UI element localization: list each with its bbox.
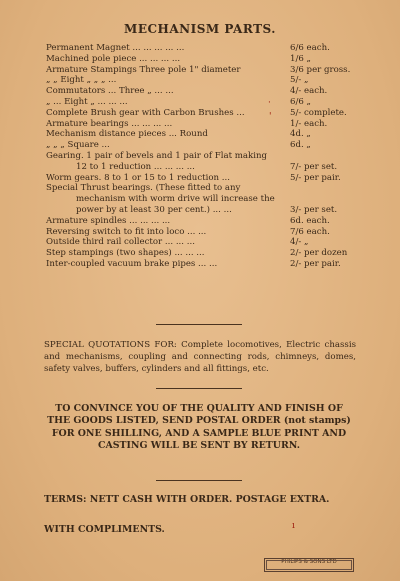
stamp-label: PHILIPS & SONS LTD [281,559,337,565]
convince-paragraph: TO CONVINCE YOU OF THE QUALITY AND FINISH OF THE GOODS LISTED, SEND POSTAL ORDER (not stamps) FOR ONE SHILLING, AND A SAMPLE BLUE PRINT AND CASTING WILL BE SENT BY RETURN. [47,403,351,452]
list-item [46,237,366,248]
item-price: 6d. „ [290,140,311,151]
item-label: Step stampings (two shapes) ... ... ... [46,248,205,259]
item-price: 3/- per set. [290,204,338,215]
list-item [46,183,366,194]
item-price: 4/- „ [290,237,309,248]
red-tick-mark: ı [292,521,295,531]
item-price: 6/6 each. [290,43,330,53]
item-label: power by at least 30 per cent.) ... ... [76,204,232,215]
item-price: 5/- „ [290,75,309,86]
list-item [46,54,366,65]
list-item [46,119,366,130]
compliments-line: WITH COMPLIMENTS. [44,524,165,535]
item-price: 6d. each. [290,215,330,226]
list-item [46,205,366,216]
list-item [46,86,366,97]
list-item [46,140,366,151]
item-label: „ „ „ Square ... [46,140,110,151]
item-label: Mechanism distance pieces ... Round [46,129,208,140]
item-label: Outside third rail collector ... ... ... [46,237,195,248]
item-price: 5/- complete. [290,107,347,118]
list-item [46,162,366,173]
page-title: MECHANISM PARTS. [124,22,276,36]
list-item [46,151,366,162]
item-price: 4/- each. [290,86,328,97]
list-item [46,75,366,86]
item-label: „ ... Eight „ ... ... ... [46,96,128,107]
list-item [46,65,366,76]
terms-line: TERMS: NETT CASH WITH ORDER. POSTAGE EXTRA. [44,494,330,505]
item-label: Reversing switch to fit into loco ... ... [46,226,207,237]
item-label: Armature Stampings Three pole 1" diameter [46,64,241,75]
red-tick-mark: · [268,98,271,108]
item-label: Gearing. 1 pair of bevels and 1 pair of Flat making [46,150,268,161]
divider-3 [156,480,242,481]
list-item [46,108,366,119]
item-price: 4d. „ [290,129,311,140]
list-item [46,97,366,108]
list-item [46,194,366,205]
item-label: Armature bearings ... ... ... ... [46,118,173,129]
special-quotations: SPECIAL QUOTATIONS FOR: Complete locomotives, Electric chassis and mechanisms, coupling and connecting rods, chimneys, domes, safety valves, buffers, cylinders and all fittings, etc. [44,340,356,374]
item-price: 6/6 „ [290,96,312,107]
list-item [46,43,366,54]
list-item [46,129,366,140]
item-label: mechanism with worm drive will increase the [76,194,275,205]
item-price: 1/- each. [290,118,328,129]
item-label: „ „ Eight „ „ „ ... [46,75,117,86]
item-label: Commutators ... Three „ ... ... [46,86,174,97]
list-item [46,227,366,238]
list-item [46,259,366,270]
item-label: 12 to 1 reduction ... ... ... ... [76,161,195,172]
item-label: Worm gears. 8 to 1 or 15 to 1 reduction ... [46,172,230,183]
item-label: Machined pole piece ... ... ... ... [46,53,181,64]
item-price: 7/- per set. [290,161,338,172]
item-label: Armature spindles ... ... ... ... [46,215,171,226]
list-item [46,216,366,227]
item-price: 3/6 per gross. [290,64,351,75]
item-label: Inter-coupled vacuum brake pipes ... ... [46,258,218,269]
item-price: 2/- per pair. [290,258,341,269]
parts-list [46,43,366,270]
item-price: 7/6 each. [290,226,330,237]
item-price: 2/- per dozen [290,248,348,259]
item-price: 5/- per pair. [290,172,341,183]
item-price: 1/6 „ [290,53,312,64]
list-item [46,173,366,184]
item-label: Permanent Magnet ... ... ... ... ... [46,43,185,53]
red-tick-mark: ' [269,112,272,122]
item-label: Complete Brush gear with Carbon Brushes ... [46,107,245,118]
divider-2 [156,388,242,389]
item-label: Special Thrust bearings. (These fitted to any [46,183,241,194]
printer-stamp [264,558,354,572]
divider-1 [156,324,242,325]
list-item [46,248,366,259]
